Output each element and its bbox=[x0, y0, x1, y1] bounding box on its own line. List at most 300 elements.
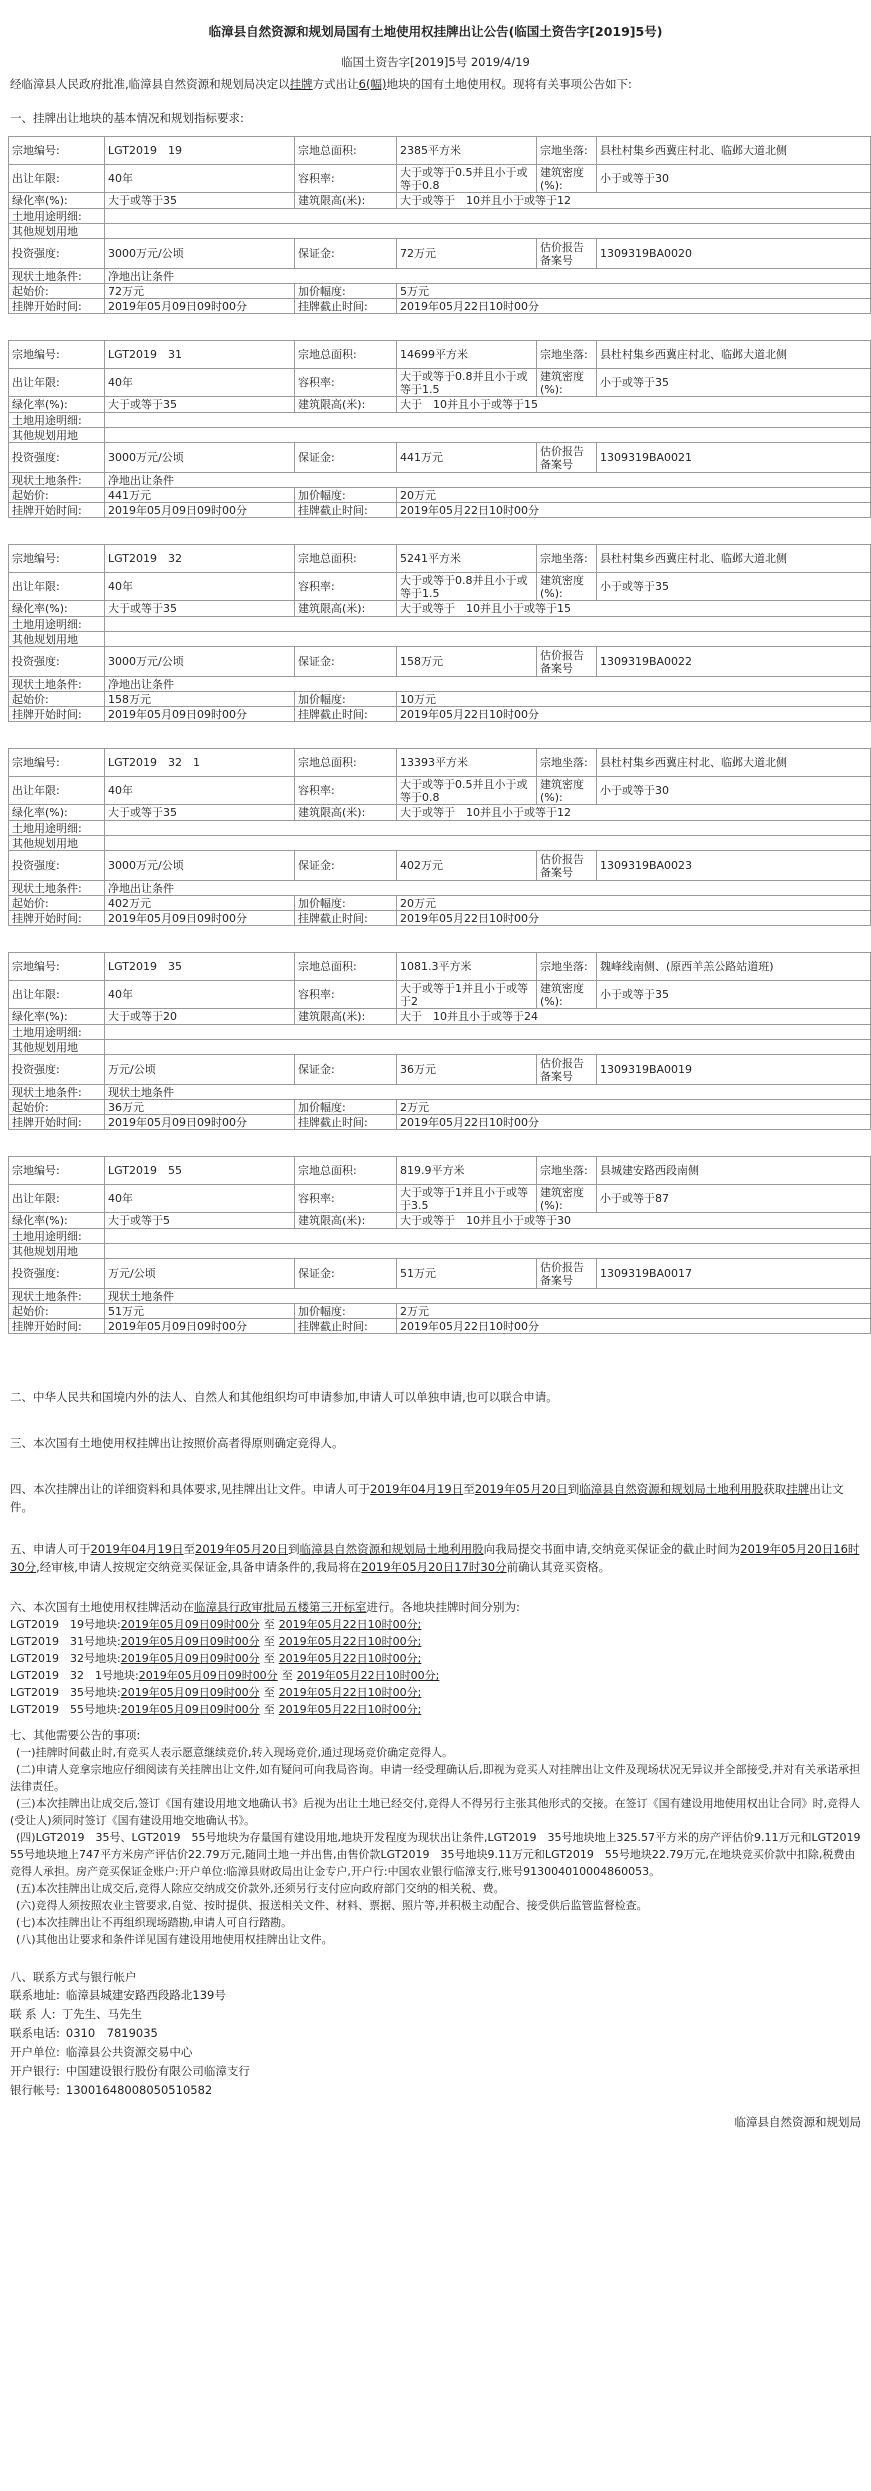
density-label: 建筑密度(%): bbox=[537, 1185, 597, 1213]
sec6-place: 临漳县行政审批局五楼第三开标室 bbox=[194, 1600, 367, 1614]
sec4-text: 获取 bbox=[763, 1482, 787, 1496]
area-label: 宗地总面积: bbox=[295, 749, 397, 777]
contact-label: 联系电话: bbox=[10, 2026, 60, 2040]
section-2: 二、中华人民共和国境内外的法人、自然人和其他组织均可申请参加,申请人可以单独申请,也可以联合申请。 bbox=[10, 1390, 558, 1404]
cond-label: 现状土地条件: bbox=[9, 1289, 105, 1304]
contact-value: 中国建设银行股份有限公司临漳支行 bbox=[65, 2064, 250, 2078]
sec5-date-start: 2019年04月19日 bbox=[90, 1542, 184, 1556]
schedule-sep: 号地块: bbox=[83, 1686, 121, 1699]
incr-label: 加价幅度: bbox=[295, 692, 397, 707]
term-value: 40年 bbox=[105, 369, 295, 397]
incr-label: 加价幅度: bbox=[295, 896, 397, 911]
parcel-list bbox=[0, 136, 871, 1334]
code-value: LGT2019 32 1 bbox=[105, 749, 295, 777]
credit-label: 估价报告备案号 bbox=[537, 1055, 597, 1085]
close-label: 挂牌截止时间: bbox=[295, 299, 397, 314]
sec6-text: 六、本次国有土地使用权挂牌活动在 bbox=[10, 1600, 194, 1614]
sec4-text: 到 bbox=[567, 1482, 580, 1496]
area-label: 宗地总面积: bbox=[295, 1157, 397, 1185]
invest-value: 万元/公顷 bbox=[105, 1259, 295, 1289]
contact-label: 银行帐号: bbox=[10, 2083, 60, 2097]
term-value: 40年 bbox=[105, 1185, 295, 1213]
term-label: 出让年限: bbox=[9, 573, 105, 601]
invest-label: 投资强度: bbox=[9, 1259, 105, 1289]
green-value: 大于或等于35 bbox=[105, 601, 295, 617]
intro-paragraph bbox=[10, 76, 871, 98]
section-7-title: 七、其他需要公告的事项: bbox=[10, 1728, 141, 1742]
incr-value: 2万元 bbox=[397, 1100, 871, 1115]
schedule-to: 至 bbox=[263, 1635, 275, 1648]
sec5-text: 到 bbox=[288, 1542, 300, 1556]
code-label: 宗地编号: bbox=[9, 749, 105, 777]
invest-label: 投资强度: bbox=[9, 647, 105, 677]
contact-label: 开户银行: bbox=[10, 2064, 60, 2078]
schedule-start: 2019年05月09日09时00分 bbox=[120, 1703, 260, 1716]
section-1-title: 一、挂牌出让地块的基本情况和规划指标要求: bbox=[10, 111, 244, 125]
credit-value: 1309319BA0019 bbox=[597, 1055, 871, 1085]
sec5-deadline: 2019年05月20日16时30分 bbox=[10, 1542, 860, 1574]
schedule-sep: 号地块: bbox=[83, 1618, 121, 1631]
schedule-end: 2019年05月22日10时00分; bbox=[278, 1652, 422, 1665]
schedule-to: 至 bbox=[281, 1669, 293, 1682]
density-label: 建筑密度(%): bbox=[537, 369, 597, 397]
open-value: 2019年05月09日09时00分 bbox=[105, 503, 295, 518]
schedule-code: LGT2019 55 bbox=[10, 1703, 84, 1716]
deposit-value: 441万元 bbox=[397, 443, 537, 473]
location-label: 宗地坐落: bbox=[537, 545, 597, 573]
code-label: 宗地编号: bbox=[9, 137, 105, 165]
notice-item: (五)本次挂牌出让成交后,竞得人除应交纳成交价款外,还须另行支付应向政府部门交纳的相关税、费。 bbox=[16, 1882, 505, 1895]
schedule-sep: 号地块: bbox=[101, 1669, 139, 1682]
term-value: 40年 bbox=[105, 573, 295, 601]
open-label: 挂牌开始时间: bbox=[9, 503, 105, 518]
empty-cell bbox=[105, 224, 871, 239]
cond-value: 现状土地条件 bbox=[105, 1085, 871, 1100]
footer-signature: 临漳县自然资源和规划局 bbox=[734, 2115, 861, 2129]
deposit-value: 72万元 bbox=[397, 239, 537, 269]
section-3: 三、本次国有土地使用权挂牌出让按照价高者得原则确定竞得人。 bbox=[10, 1436, 344, 1450]
green-label: 绿化率(%): bbox=[9, 805, 105, 821]
start-value: 402万元 bbox=[105, 896, 295, 911]
other-use-label: 其他规划用地 bbox=[9, 836, 105, 851]
height-label: 建筑限高(米): bbox=[295, 805, 397, 821]
schedule-end: 2019年05月22日10时00分; bbox=[278, 1618, 422, 1631]
use-label: 土地用途明细: bbox=[9, 209, 105, 224]
contact-label: 开户单位: bbox=[10, 2045, 60, 2059]
area-label: 宗地总面积: bbox=[295, 341, 397, 369]
sec5-text: ,经审核,申请人按规定交纳竞买保证金,具备申请条件的,我局将在 bbox=[36, 1560, 362, 1574]
close-label: 挂牌截止时间: bbox=[295, 911, 397, 926]
cond-value: 净地出让条件 bbox=[105, 881, 871, 896]
contact-label: 联 系 人: bbox=[10, 2007, 56, 2021]
schedule-row bbox=[10, 1667, 871, 1684]
cond-label: 现状土地条件: bbox=[9, 473, 105, 488]
code-value: LGT2019 55 bbox=[105, 1157, 295, 1185]
far-label: 容积率: bbox=[295, 165, 397, 193]
deposit-value: 51万元 bbox=[397, 1259, 537, 1289]
far-label: 容积率: bbox=[295, 777, 397, 805]
term-label: 出让年限: bbox=[9, 777, 105, 805]
schedule-code: LGT2019 31 bbox=[10, 1635, 84, 1648]
incr-value: 2万元 bbox=[397, 1304, 871, 1319]
incr-value: 20万元 bbox=[397, 488, 871, 503]
intro-text: 地块的国有土地使用权。现将有关事项公告如下: bbox=[386, 77, 632, 91]
contact-row bbox=[10, 2043, 871, 2062]
area-label: 宗地总面积: bbox=[295, 545, 397, 573]
location-label: 宗地坐落: bbox=[537, 137, 597, 165]
green-label: 绿化率(%): bbox=[9, 1009, 105, 1025]
invest-label: 投资强度: bbox=[9, 239, 105, 269]
height-value: 大于 10并且小于或等于15 bbox=[397, 397, 871, 413]
start-label: 起始价: bbox=[9, 488, 105, 503]
start-value: 441万元 bbox=[105, 488, 295, 503]
area-label: 宗地总面积: bbox=[295, 953, 397, 981]
schedule-start: 2019年05月09日09时00分 bbox=[120, 1686, 260, 1699]
green-value: 大于或等于35 bbox=[105, 805, 295, 821]
location-value: 县城建安路西段南侧 bbox=[597, 1157, 871, 1185]
cond-label: 现状土地条件: bbox=[9, 881, 105, 896]
density-value: 小于或等于30 bbox=[597, 165, 871, 193]
start-label: 起始价: bbox=[9, 284, 105, 299]
schedule-start: 2019年05月09日09时00分 bbox=[120, 1618, 260, 1631]
location-value: 县杜村集乡西冀庄村北、临邺大道北侧 bbox=[597, 545, 871, 573]
contact-row bbox=[10, 2005, 871, 2024]
schedule-row bbox=[10, 1650, 871, 1667]
contact-value: 13001648008050510582 bbox=[65, 2083, 213, 2097]
far-value: 大于或等于0.8并且小于或等于1.5 bbox=[397, 573, 537, 601]
height-value: 大于或等于 10并且小于或等于15 bbox=[397, 601, 871, 617]
start-value: 51万元 bbox=[105, 1304, 295, 1319]
use-label: 土地用途明细: bbox=[9, 821, 105, 836]
schedule-sep: 号地块: bbox=[83, 1703, 121, 1716]
close-value: 2019年05月22日10时00分 bbox=[397, 299, 871, 314]
parcel-table-6 bbox=[8, 1156, 870, 1334]
intro-text: 方式出让 bbox=[312, 77, 359, 91]
far-label: 容积率: bbox=[295, 369, 397, 397]
close-value: 2019年05月22日10时00分 bbox=[397, 1115, 871, 1130]
contact-label: 联系地址: bbox=[10, 1988, 60, 2002]
intro-count: 6(幅) bbox=[358, 77, 387, 91]
contact-row bbox=[10, 2062, 871, 2081]
height-value: 大于或等于 10并且小于或等于12 bbox=[397, 193, 871, 209]
sec4-date-end: 2019年05月20日 bbox=[474, 1482, 568, 1496]
schedule-list bbox=[10, 1616, 871, 1718]
start-label: 起始价: bbox=[9, 1100, 105, 1115]
empty-cell bbox=[105, 1025, 871, 1040]
term-label: 出让年限: bbox=[9, 981, 105, 1009]
open-label: 挂牌开始时间: bbox=[9, 707, 105, 722]
code-value: LGT2019 31 bbox=[105, 341, 295, 369]
deposit-label: 保证金: bbox=[295, 443, 397, 473]
schedule-row bbox=[10, 1701, 871, 1718]
incr-label: 加价幅度: bbox=[295, 1100, 397, 1115]
section-8-title: 八、联系方式与银行帐户 bbox=[10, 1970, 137, 1984]
invest-label: 投资强度: bbox=[9, 443, 105, 473]
density-value: 小于或等于30 bbox=[597, 777, 871, 805]
use-label: 土地用途明细: bbox=[9, 1229, 105, 1244]
schedule-code: LGT2019 32 1 bbox=[10, 1669, 102, 1682]
schedule-row bbox=[10, 1616, 871, 1633]
notice-item: (八)其他出让要求和条件详见国有建设用地使用权挂牌出让文件。 bbox=[16, 1933, 333, 1946]
schedule-sep: 号地块: bbox=[83, 1652, 121, 1665]
incr-label: 加价幅度: bbox=[295, 284, 397, 299]
code-label: 宗地编号: bbox=[9, 341, 105, 369]
close-label: 挂牌截止时间: bbox=[295, 503, 397, 518]
parcel-table-1 bbox=[8, 136, 870, 314]
area-value: 819.9平方米 bbox=[397, 1157, 537, 1185]
code-label: 宗地编号: bbox=[9, 1157, 105, 1185]
start-value: 36万元 bbox=[105, 1100, 295, 1115]
location-value: 县杜村集乡西冀庄村北、临邺大道北侧 bbox=[597, 137, 871, 165]
term-value: 40年 bbox=[105, 777, 295, 805]
deposit-label: 保证金: bbox=[295, 1055, 397, 1085]
cond-value: 净地出让条件 bbox=[105, 677, 871, 692]
cond-label: 现状土地条件: bbox=[9, 677, 105, 692]
intro-mode: 挂牌 bbox=[289, 77, 313, 91]
cond-label: 现状土地条件: bbox=[9, 269, 105, 284]
invest-label: 投资强度: bbox=[9, 1055, 105, 1085]
invest-value: 3000万元/公顷 bbox=[105, 851, 295, 881]
close-label: 挂牌截止时间: bbox=[295, 707, 397, 722]
credit-value: 1309319BA0017 bbox=[597, 1259, 871, 1289]
height-label: 建筑限高(米): bbox=[295, 1009, 397, 1025]
term-label: 出让年限: bbox=[9, 369, 105, 397]
height-label: 建筑限高(米): bbox=[295, 1213, 397, 1229]
credit-value: 1309319BA0023 bbox=[597, 851, 871, 881]
far-value: 大于或等于0.8并且小于或等于1.5 bbox=[397, 369, 537, 397]
start-label: 起始价: bbox=[9, 1304, 105, 1319]
location-label: 宗地坐落: bbox=[537, 953, 597, 981]
empty-cell bbox=[105, 413, 871, 428]
close-label: 挂牌截止时间: bbox=[295, 1319, 397, 1334]
notice-item: (七)本次挂牌出让不再组织现场踏勘,申请人可自行踏勘。 bbox=[16, 1916, 293, 1929]
code-value: LGT2019 32 bbox=[105, 545, 295, 573]
open-label: 挂牌开始时间: bbox=[9, 1319, 105, 1334]
height-label: 建筑限高(米): bbox=[295, 397, 397, 413]
credit-value: 1309319BA0022 bbox=[597, 647, 871, 677]
start-value: 158万元 bbox=[105, 692, 295, 707]
incr-value: 10万元 bbox=[397, 692, 871, 707]
close-value: 2019年05月22日10时00分 bbox=[397, 503, 871, 518]
section-5 bbox=[10, 1540, 861, 1576]
empty-cell bbox=[105, 632, 871, 647]
sec4-org: 临漳县自然资源和规划局土地利用股 bbox=[579, 1482, 764, 1496]
density-label: 建筑密度(%): bbox=[537, 573, 597, 601]
contact-value: 0310 7819035 bbox=[65, 2026, 158, 2040]
close-value: 2019年05月22日10时00分 bbox=[397, 707, 871, 722]
cond-value: 净地出让条件 bbox=[105, 269, 871, 284]
sec4-text: 出让文件。 bbox=[10, 1482, 844, 1514]
empty-cell bbox=[105, 836, 871, 851]
incr-value: 5万元 bbox=[397, 284, 871, 299]
height-value: 大于或等于 10并且小于或等于12 bbox=[397, 805, 871, 821]
code-label: 宗地编号: bbox=[9, 545, 105, 573]
credit-label: 估价报告备案号 bbox=[537, 443, 597, 473]
use-label: 土地用途明细: bbox=[9, 413, 105, 428]
cond-label: 现状土地条件: bbox=[9, 1085, 105, 1100]
cond-value: 现状土地条件 bbox=[105, 1289, 871, 1304]
open-value: 2019年05月09日09时00分 bbox=[105, 1115, 295, 1130]
use-label: 土地用途明细: bbox=[9, 1025, 105, 1040]
notice-item: (四)LGT2019 35号、LGT2019 55号地块为存量国有建设用地,地块开发程度为现状出让条件,LGT2019 35号地块地上325.57平方米的房产评估价9.11万元和LGT2019 55号地块地上747平方米房产评估价22.79万元,随同土地一并出售,由售价款LGT2019 35号地块9.11万元和LGT2019 55号地块22.79万元,在地块竞买价款中扣除,税费由竞得人承担。房产竞买保证金账户:开户单位:临漳县财政局出让金专户,开户行:中国农业银行临漳支行,账号913004010004860053。 bbox=[10, 1831, 871, 1878]
sec4-mode: 挂牌 bbox=[786, 1482, 810, 1496]
other-use-label: 其他规划用地 bbox=[9, 1040, 105, 1055]
location-value: 县杜村集乡西冀庄村北、临邺大道北侧 bbox=[597, 749, 871, 777]
sec5-confirm-time: 2019年05月20日17时30分 bbox=[361, 1560, 507, 1574]
deposit-value: 36万元 bbox=[397, 1055, 537, 1085]
other-use-label: 其他规划用地 bbox=[9, 1244, 105, 1259]
code-value: LGT2019 35 bbox=[105, 953, 295, 981]
density-label: 建筑密度(%): bbox=[537, 777, 597, 805]
deposit-value: 402万元 bbox=[397, 851, 537, 881]
credit-label: 估价报告备案号 bbox=[537, 647, 597, 677]
cond-value: 净地出让条件 bbox=[105, 473, 871, 488]
invest-value: 万元/公顷 bbox=[105, 1055, 295, 1085]
parcel-table-3 bbox=[8, 544, 870, 722]
contact-row bbox=[10, 1986, 871, 2005]
open-label: 挂牌开始时间: bbox=[9, 1115, 105, 1130]
sec4-text: 四、本次挂牌出让的详细资料和具体要求,见挂牌出让文件。申请人可于 bbox=[10, 1482, 371, 1496]
close-value: 2019年05月22日10时00分 bbox=[397, 1319, 871, 1334]
density-value: 小于或等于35 bbox=[597, 981, 871, 1009]
incr-value: 20万元 bbox=[397, 896, 871, 911]
intro-text: 经临漳县人民政府批准,临漳县自然资源和规划局决定以 bbox=[10, 77, 290, 91]
document-number: 临国土资告字[2019]5号 2019/4/19 bbox=[341, 55, 530, 69]
deposit-label: 保证金: bbox=[295, 647, 397, 677]
notice-item: (六)竞得人须按照农业主管要求,自觉、按时提供、报送相关文件、材料、票据、照片等,并积极主动配合、接受供后监管监督检查。 bbox=[16, 1899, 648, 1912]
green-label: 绿化率(%): bbox=[9, 601, 105, 617]
density-label: 建筑密度(%): bbox=[537, 981, 597, 1009]
section-6 bbox=[10, 1598, 861, 1616]
location-value: 魏峰线南侧、(原西羊羔公路站道班) bbox=[597, 953, 871, 981]
deposit-value: 158万元 bbox=[397, 647, 537, 677]
schedule-end: 2019年05月22日10时00分; bbox=[278, 1703, 422, 1716]
empty-cell bbox=[105, 209, 871, 224]
notice-item: (三)本次挂牌出让成交后,签订《国有建设用地文地确认书》后视为出让土地已经交付,竞得人不得另行主张其他形式的交接。在签订《国有建设用地使用权出让合同》时,竞得人(受让人)须同时签订《国有建设用地交地确认书》。 bbox=[10, 1797, 861, 1827]
green-label: 绿化率(%): bbox=[9, 1213, 105, 1229]
sec5-text: 向我局提交书面申请,交纳竞买保证金的截止时间为 bbox=[483, 1542, 741, 1556]
notice-item: (二)申请人竞拿宗地应仔细阅读有关挂牌出让文件,如有疑问可向我局咨询。申请一经受理确认后,即视为竞买人对挂牌出让文件及现场状况无异议并全部接受,并对有关承诺承担法律责任。 bbox=[10, 1763, 861, 1793]
close-label: 挂牌截止时间: bbox=[295, 1115, 397, 1130]
contact-list bbox=[10, 1986, 871, 2100]
term-label: 出让年限: bbox=[9, 165, 105, 193]
far-label: 容积率: bbox=[295, 981, 397, 1009]
schedule-sep: 号地块: bbox=[83, 1635, 121, 1648]
deposit-label: 保证金: bbox=[295, 239, 397, 269]
density-value: 小于或等于87 bbox=[597, 1185, 871, 1213]
parcel-table-4 bbox=[8, 748, 870, 926]
term-label: 出让年限: bbox=[9, 1185, 105, 1213]
invest-value: 3000万元/公顷 bbox=[105, 443, 295, 473]
schedule-start: 2019年05月09日09时00分 bbox=[120, 1652, 260, 1665]
area-value: 2385平方米 bbox=[397, 137, 537, 165]
green-value: 大于或等于35 bbox=[105, 193, 295, 209]
notice-item: (一)挂牌时间截止时,有竞买人表示愿意继续竞价,转入现场竞价,通过现场竞价确定竞得人。 bbox=[16, 1746, 454, 1759]
height-label: 建筑限高(米): bbox=[295, 601, 397, 617]
term-value: 40年 bbox=[105, 981, 295, 1009]
sec5-date-end: 2019年05月20日 bbox=[195, 1542, 289, 1556]
credit-label: 估价报告备案号 bbox=[537, 239, 597, 269]
schedule-code: LGT2019 32 bbox=[10, 1652, 84, 1665]
height-label: 建筑限高(米): bbox=[295, 193, 397, 209]
schedule-to: 至 bbox=[263, 1686, 275, 1699]
green-label: 绿化率(%): bbox=[9, 193, 105, 209]
start-value: 72万元 bbox=[105, 284, 295, 299]
green-value: 大于或等于35 bbox=[105, 397, 295, 413]
parcel-table-2 bbox=[8, 340, 870, 518]
contact-row bbox=[10, 2024, 871, 2043]
area-value: 14699平方米 bbox=[397, 341, 537, 369]
empty-cell bbox=[105, 1040, 871, 1055]
section-4 bbox=[10, 1480, 861, 1516]
location-value: 县杜村集乡西冀庄村北、临邺大道北侧 bbox=[597, 341, 871, 369]
area-label: 宗地总面积: bbox=[295, 137, 397, 165]
location-label: 宗地坐落: bbox=[537, 1157, 597, 1185]
sec5-text: 五、申请人可于 bbox=[10, 1542, 91, 1556]
open-value: 2019年05月09日09时00分 bbox=[105, 911, 295, 926]
far-value: 大于或等于0.5并且小于或等于0.8 bbox=[397, 777, 537, 805]
schedule-start: 2019年05月09日09时00分 bbox=[120, 1635, 260, 1648]
start-label: 起始价: bbox=[9, 692, 105, 707]
start-label: 起始价: bbox=[9, 896, 105, 911]
density-value: 小于或等于35 bbox=[597, 369, 871, 397]
schedule-to: 至 bbox=[263, 1618, 275, 1631]
area-value: 5241平方米 bbox=[397, 545, 537, 573]
schedule-end: 2019年05月22日10时00分; bbox=[296, 1669, 440, 1682]
schedule-code: LGT2019 35 bbox=[10, 1686, 84, 1699]
sec5-text: 至 bbox=[183, 1542, 196, 1556]
schedule-end: 2019年05月22日10时00分; bbox=[278, 1686, 422, 1699]
far-label: 容积率: bbox=[295, 1185, 397, 1213]
incr-label: 加价幅度: bbox=[295, 1304, 397, 1319]
deposit-label: 保证金: bbox=[295, 851, 397, 881]
height-value: 大于或等于 10并且小于或等于30 bbox=[397, 1213, 871, 1229]
contact-value: 临漳县城建安路西段路北139号 bbox=[65, 1988, 226, 2002]
empty-cell bbox=[105, 428, 871, 443]
credit-value: 1309319BA0021 bbox=[597, 443, 871, 473]
empty-cell bbox=[105, 1244, 871, 1259]
area-value: 13393平方米 bbox=[397, 749, 537, 777]
density-label: 建筑密度(%): bbox=[537, 165, 597, 193]
deposit-label: 保证金: bbox=[295, 1259, 397, 1289]
page-title: 临漳县自然资源和规划局国有土地使用权挂牌出让公告(临国土资告字[2019]5号) bbox=[208, 24, 663, 39]
empty-cell bbox=[105, 821, 871, 836]
other-use-label: 其他规划用地 bbox=[9, 632, 105, 647]
parcel-table-5 bbox=[8, 952, 870, 1130]
incr-label: 加价幅度: bbox=[295, 488, 397, 503]
location-label: 宗地坐落: bbox=[537, 749, 597, 777]
open-label: 挂牌开始时间: bbox=[9, 911, 105, 926]
schedule-to: 至 bbox=[263, 1652, 275, 1665]
invest-value: 3000万元/公顷 bbox=[105, 239, 295, 269]
empty-cell bbox=[105, 1229, 871, 1244]
other-use-label: 其他规划用地 bbox=[9, 224, 105, 239]
schedule-start: 2019年05月09日09时00分 bbox=[138, 1669, 278, 1682]
open-value: 2019年05月09日09时00分 bbox=[105, 707, 295, 722]
sec5-text: 前确认其竞买资格。 bbox=[506, 1560, 611, 1574]
open-label: 挂牌开始时间: bbox=[9, 299, 105, 314]
contact-row bbox=[10, 2081, 871, 2100]
green-value: 大于或等于20 bbox=[105, 1009, 295, 1025]
sec6-text: 进行。各地块挂牌时间分别为: bbox=[366, 1600, 520, 1614]
other-use-label: 其他规划用地 bbox=[9, 428, 105, 443]
schedule-row bbox=[10, 1684, 871, 1701]
code-value: LGT2019 19 bbox=[105, 137, 295, 165]
credit-label: 估价报告备案号 bbox=[537, 1259, 597, 1289]
schedule-row bbox=[10, 1633, 871, 1650]
credit-label: 估价报告备案号 bbox=[537, 851, 597, 881]
green-label: 绿化率(%): bbox=[9, 397, 105, 413]
